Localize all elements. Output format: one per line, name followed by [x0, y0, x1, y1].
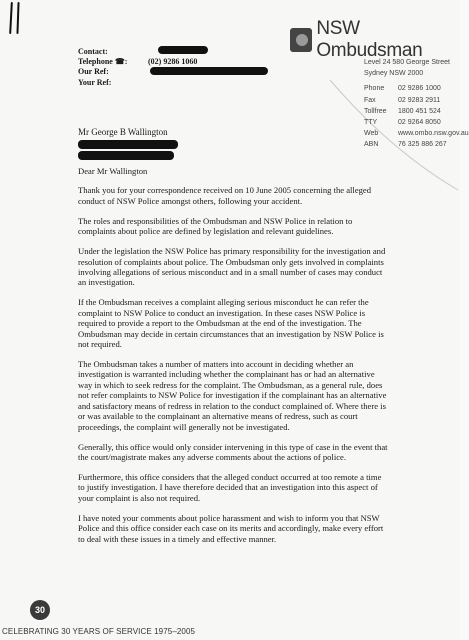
redaction-contact — [158, 46, 208, 54]
office-row: Level 24 580 George Street — [364, 59, 451, 66]
office-row: TTY 02 9264 8050 — [364, 119, 441, 127]
office-row: Tollfree 1800 451 524 — [364, 107, 441, 115]
redaction-address-line-2 — [78, 151, 174, 160]
letter-body — [78, 166, 390, 554]
redaction-our-ref — [150, 67, 268, 75]
footer-tagline: CELEBRATING 30 YEARS OF SERVICE 1975–2005 — [2, 627, 196, 636]
salutation: Dear Mr Wallington — [78, 166, 148, 176]
paragraph: Under the legislation the NSW Police has primary responsibility for the investigation and resolution of complaints about police. The Ombudsman only gets involved in complaints involving allegations of serious misconduct and in a small number of cases may conduct an investigation. — [78, 246, 386, 288]
paragraph: If the Ombudsman receives a complaint alleging serious misconduct he can refer the complaint to NSW Police to conduct an investigation. In these cases NSW Police is required to provide a report to the Ombudsman at the end of the investigation. The Ombudsman may decide in certain circumstances that an investigation by NSW Police is not required. — [78, 297, 384, 350]
redaction-address-line-1 — [78, 140, 178, 149]
paragraph: Generally, this office would only consider intervening in this type of case in the event that the court/magistrate makes any adverse comments about the actions of police. — [78, 441, 388, 462]
paragraph: The Ombudsman takes a number of matters into account in deciding whether an investigation is warranted including whether the complainant has or had an alternative way in which to seek redress for the complaint. The Ombudsman, as a general rule, does not refer complaints to NSW Police for investigation if the complainant has an alternative and satisfactory means of redress in relation to the conduct complained of. Where there is or was available to the complainant an alternative means of redress, such as court proceedings, the complaint will generally not be investigated. — [78, 359, 387, 432]
office-row: Web www.ombo.nsw.gov.au — [364, 130, 469, 138]
office-row: Fax 02 9283 2911 — [364, 96, 441, 104]
office-row: Sydney NSW 2000 — [364, 70, 424, 78]
paragraph: Thank you for your correspondence received on 10 June 2005 concerning the alleged conduct of NSW Police amongst others, following your accident. — [78, 185, 372, 206]
org-name: NSW Ombudsman — [316, 18, 423, 61]
recipient-name: Mr George B Wallington — [78, 127, 168, 137]
contact-label: Contact: — [78, 47, 108, 56]
ombudsman-logo-icon — [290, 28, 312, 52]
org-logo — [290, 18, 460, 62]
paragraph: The roles and responsibilities of the Ombudsman and NSW Police in relation to complaints about police are defined by legislation and relevant guidelines. — [78, 215, 353, 237]
handwritten-mark — [8, 2, 22, 36]
office-row: ABN 76 325 886 267 — [364, 141, 447, 149]
office-details — [364, 57, 469, 151]
telephone-label: Telephone ☎: — [78, 57, 128, 67]
our-ref-label: Our Ref: — [78, 67, 109, 77]
telephone-value: (02) 9286 1060 — [148, 57, 198, 66]
office-row: Phone 02 9286 1000 — [364, 85, 441, 93]
your-ref-label: Your Ref: — [78, 77, 112, 87]
anniversary-badge-icon: 30 — [30, 600, 50, 620]
reference-labels — [78, 47, 127, 88]
paragraph: I have noted your comments about police harassment and wish to inform you that NSW Police and this office consider each case on its merits and accordingly, make every effort to deal with these issues in a timely and effective manner. — [78, 512, 384, 544]
paragraph: Furthermore, this office considers that the alleged conduct occurred at too remote a time to justify investigation. I have therefore decided that an investigation into this aspect of your complaint is also not required. — [78, 471, 382, 503]
